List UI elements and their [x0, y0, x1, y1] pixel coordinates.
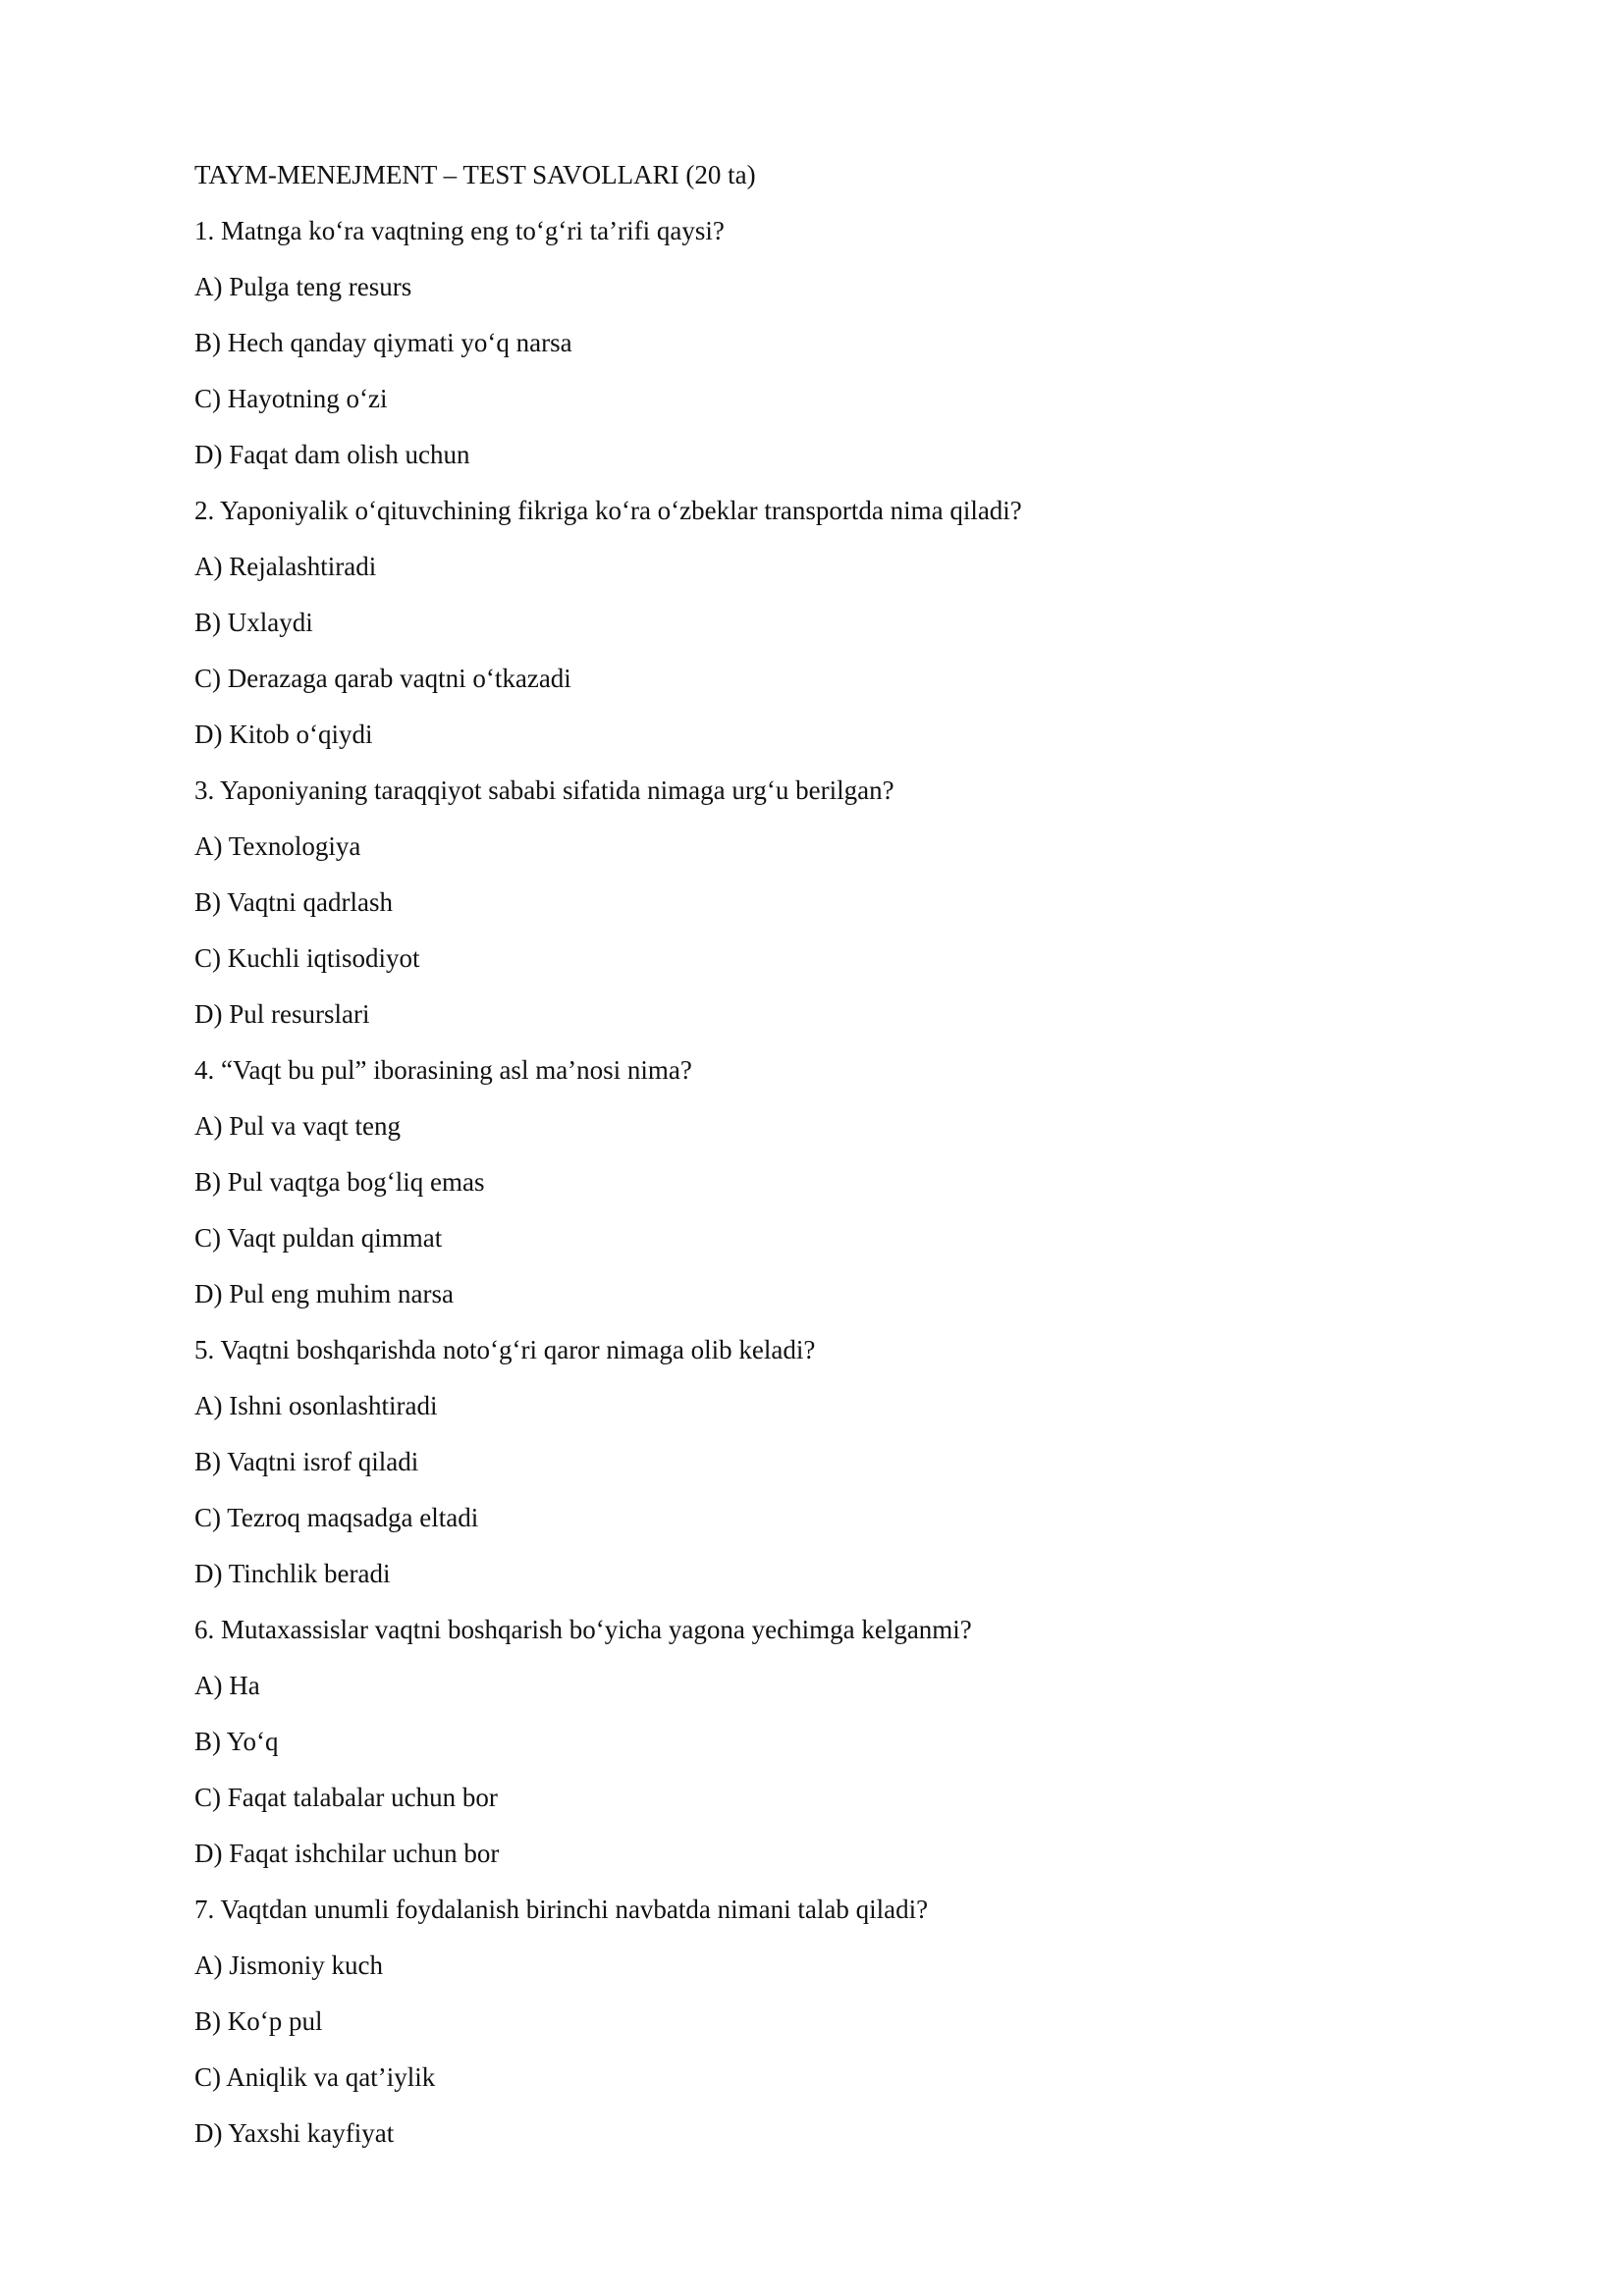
answer-option-b: B) Yo‘q [194, 1727, 279, 1756]
answer-option-a: A) Pulga teng resurs [194, 272, 412, 301]
question-text: 7. Vaqtdan unumli foydalanish birinchi navbatda nimani talab qiladi? [194, 1895, 929, 1924]
answer-option-c: C) Tezroq maqsadga eltadi [194, 1503, 479, 1532]
answer-option-b: B) Pul vaqtga bog‘liq emas [194, 1167, 485, 1197]
answer-option-d: D) Faqat ishchilar uchun bor [194, 1839, 500, 1868]
answer-option-a: A) Pul va vaqt teng [194, 1111, 401, 1141]
question-block-5 [194, 1322, 1471, 1602]
question-block-1 [194, 203, 1471, 483]
answer-option-c: C) Hayotning o‘zi [194, 384, 388, 413]
document-title: TAYM-MENEJMENT – TEST SAVOLLARI (20 ta) [194, 160, 756, 189]
answer-option-c: C) Kuchli iqtisodiyot [194, 943, 420, 973]
answer-option-b: B) Vaqtni qadrlash [194, 887, 393, 917]
answer-option-a: A) Jismoniy kuch [194, 1950, 383, 1980]
answer-option-c: C) Vaqt puldan qimmat [194, 1223, 443, 1253]
answer-option-a: A) Ishni osonlashtiradi [194, 1391, 438, 1420]
question-block-2 [194, 483, 1471, 763]
answer-option-c: C) Faqat talabalar uchun bor [194, 1783, 498, 1812]
question-text: 1. Matnga ko‘ra vaqtning eng to‘g‘ri ta’rifi qaysi? [194, 216, 725, 245]
answer-option-d: D) Pul resurslari [194, 999, 370, 1029]
answer-option-c: C) Aniqlik va qat’iylik [194, 2062, 436, 2092]
question-text: 5. Vaqtni boshqarishda noto‘g‘ri qaror nimaga olib keladi? [194, 1335, 816, 1364]
answer-option-d: D) Yaxshi kayfiyat [194, 2118, 395, 2148]
question-block-3 [194, 763, 1471, 1042]
answer-option-b: B) Hech qanday qiymati yo‘q narsa [194, 328, 572, 357]
question-text: 3. Yaponiyaning taraqqiyot sababi sifatida nimaga urg‘u berilgan? [194, 775, 894, 805]
question-block-4 [194, 1042, 1471, 1322]
answer-option-a: A) Ha [194, 1671, 260, 1700]
document-page [194, 147, 1471, 2162]
answer-option-a: A) Texnologiya [194, 831, 361, 861]
answer-option-c: C) Derazaga qarab vaqtni o‘tkazadi [194, 664, 571, 693]
question-text: 6. Mutaxassislar vaqtni boshqarish bo‘yicha yagona yechimga kelganmi? [194, 1615, 972, 1644]
question-text: 2. Yaponiyalik o‘qituvchining fikriga ko‘ra o‘zbeklar transportda nima qiladi? [194, 496, 1022, 525]
answer-option-a: A) Rejalashtiradi [194, 552, 377, 581]
answer-option-d: D) Pul eng muhim narsa [194, 1279, 454, 1308]
question-block-7 [194, 1882, 1471, 2162]
answer-option-d: D) Kitob o‘qiydi [194, 720, 373, 749]
answer-option-d: D) Faqat dam olish uchun [194, 440, 470, 469]
question-text: 4. “Vaqt bu pul” iborasining asl ma’nosi nima? [194, 1055, 692, 1085]
question-block-6 [194, 1602, 1471, 1882]
answer-option-d: D) Tinchlik beradi [194, 1559, 391, 1588]
answer-option-b: B) Uxlaydi [194, 608, 313, 637]
answer-option-b: B) Vaqtni isrof qiladi [194, 1447, 419, 1476]
answer-option-b: B) Ko‘p pul [194, 2006, 323, 2036]
